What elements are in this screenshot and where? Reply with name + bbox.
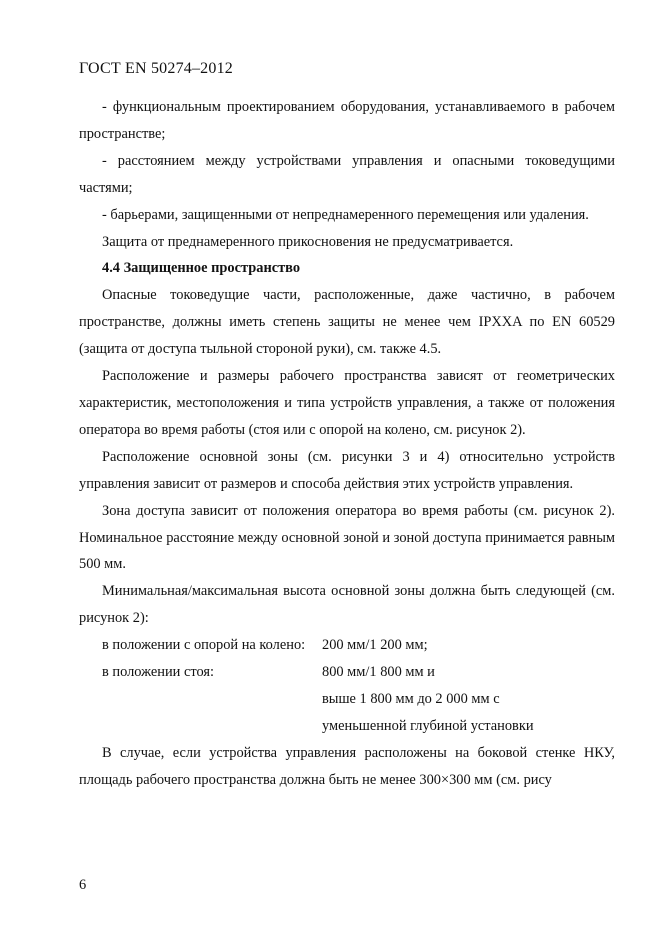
list-item-barriers: - барьерами, защищенными от непреднамеренного перемещения или удаления. bbox=[102, 206, 589, 223]
list-item-distance: - расстоянием между устройствами управления и опасными токоведущими частями; bbox=[79, 152, 615, 196]
list-item-functional-design: - функциональным проектированием оборудования, устанавливаемого в рабочем пространстве; bbox=[79, 99, 615, 142]
note-intentional-contact: Защита от преднамеренного прикосновения не предусматривается. bbox=[102, 233, 514, 250]
paragraph-live-parts: Опасные токоведущие части, расположенные, даже частично, в рабочем пространстве, должны иметь степень защиты не менее чем IPXXA по EN 60529 (защита от доступа тыльной стороной руки), см. также 4.5. bbox=[79, 287, 615, 358]
document-body bbox=[79, 94, 615, 794]
height-value-standing: 800 мм/1 800 мм и bbox=[322, 664, 435, 681]
paragraph-workspace-location: Расположение и размеры рабочего пространства зависят от геометрических характеристик, местоположения и типа устройств управления, а также от положения оператора во время работы (стоя или с опорой на колено, см. рисунок 2). bbox=[79, 368, 615, 438]
paragraph-height-intro: Минимальная/максимальная высота основной зоны должна быть следующей (см. рисунок 2): bbox=[79, 583, 615, 627]
height-label-empty-2 bbox=[79, 713, 322, 740]
paragraph-main-zone: Расположение основной зоны (см. рисунки 3 и 4) относительно устройств управления зависит от размеров и способа действия этих устройств управления. bbox=[79, 448, 615, 492]
height-row-continued-2 bbox=[79, 713, 615, 740]
paragraph-access-zone: Зона доступа зависит от положения оператора во время работы (см. рисунок 2). Номинальное расстояние между основной зоной и зоной доступа принимается равным 500 мм. bbox=[79, 502, 615, 573]
height-row-continued-1 bbox=[79, 686, 615, 713]
document-header: ГОСТ EN 50274–2012 bbox=[79, 60, 233, 77]
height-value-kneeling: 200 мм/1 200 мм; bbox=[322, 637, 428, 654]
height-label-standing: в положении стоя: bbox=[102, 664, 214, 681]
page-number: 6 bbox=[79, 877, 87, 893]
height-value-reduced-depth: уменьшенной глубиной установки bbox=[322, 717, 534, 734]
height-value-above: выше 1 800 мм до 2 000 мм с bbox=[322, 690, 500, 707]
height-row-kneeling bbox=[79, 632, 615, 659]
height-label-empty bbox=[79, 686, 322, 713]
height-label-kneeling: в положении с опорой на колено: bbox=[102, 637, 306, 654]
height-row-standing bbox=[79, 659, 615, 686]
paragraph-side-wall: В случае, если устройства управления расположены на боковой стенке НКУ, площадь рабочего пространства должна быть не менее 300×300 мм (см. рису bbox=[79, 744, 615, 788]
section-heading: 4.4 Защищенное пространство bbox=[102, 260, 301, 277]
